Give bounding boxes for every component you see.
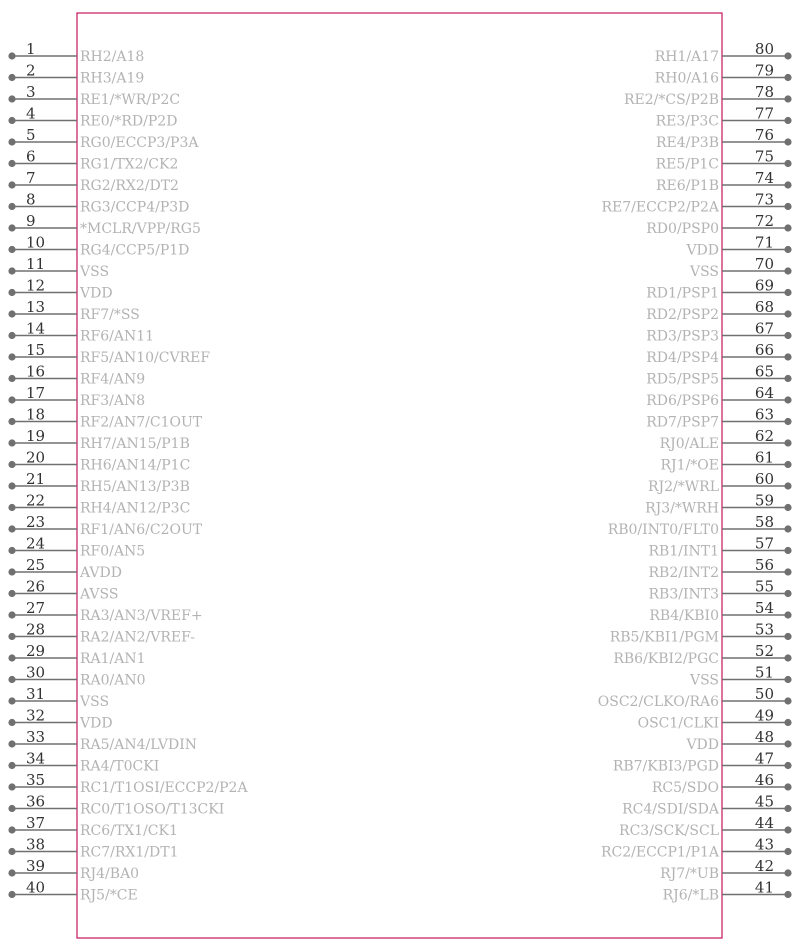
pin-name: RF3/AN8: [80, 393, 146, 409]
pin-end-dot: [784, 547, 791, 554]
pin-number: 1: [26, 40, 36, 58]
pin-number: 67: [754, 319, 774, 338]
pin-end-dot: [784, 891, 791, 898]
pin-end-dot: [784, 74, 791, 81]
pin-end-dot: [8, 611, 15, 618]
pin-number: 58: [754, 513, 774, 531]
pin-end-dot: [8, 418, 15, 425]
pin-number: 5: [26, 126, 36, 144]
pin-name: VDD: [686, 242, 719, 259]
pin-name: RF4/AN9: [80, 371, 146, 388]
pin-name: RD1/PSP1: [646, 285, 719, 302]
pin-name: RB1/INT1: [648, 543, 719, 560]
pin-end-dot: [784, 439, 791, 446]
pin-number: 38: [26, 835, 46, 854]
pin-name: RD3/PSP3: [646, 328, 719, 345]
pin-name: RC5/SDO: [651, 780, 719, 796]
pin-number: 63: [754, 405, 774, 424]
pin-name: RJ3/*WRH: [645, 500, 719, 517]
pin-number: 77: [754, 104, 774, 123]
pin-end-dot: [784, 805, 791, 812]
pin-end-dot: [784, 504, 791, 511]
pin-number: 20: [26, 448, 46, 467]
pin-name: RE1/*WR/P2C: [80, 92, 181, 108]
pin-number: 37: [26, 814, 46, 832]
pin-name: RB5/KBI1/PGM: [609, 629, 719, 646]
pin-end-dot: [8, 848, 15, 855]
pin-5: [8, 126, 199, 151]
pin-end-dot: [8, 74, 15, 81]
pin-number: 18: [26, 405, 46, 424]
pin-end-dot: [8, 52, 15, 59]
pin-end-dot: [8, 246, 15, 253]
pin-end-dot: [8, 826, 15, 833]
pin-number: 55: [754, 577, 774, 596]
pin-number: 2: [26, 61, 36, 80]
pin-name: OSC1/CLKI: [637, 715, 719, 732]
pin-name: RC2/ECCP1/P1A: [600, 844, 719, 861]
pin-name: RB2/INT2: [648, 565, 719, 581]
pin-name: RC3/SCK/SCL: [619, 823, 719, 839]
pin-name: RG4/CCP5/P1D: [80, 242, 190, 259]
pin-number: 32: [26, 706, 46, 725]
pin-name: RD7/PSP7: [646, 414, 719, 431]
pin-end-dot: [8, 203, 15, 210]
pin-number: 40: [26, 878, 46, 897]
pin-end-dot: [8, 504, 15, 511]
pin-number: 64: [754, 384, 774, 402]
pin-number: 47: [754, 749, 774, 768]
pin-number: 43: [754, 835, 774, 854]
pin-end-dot: [8, 181, 15, 188]
pin-end-dot: [784, 224, 791, 231]
pin-end-dot: [784, 848, 791, 855]
pin-end-dot: [784, 633, 791, 640]
pin-name: RF6/AN11: [80, 328, 155, 345]
pin-name: RH6/AN14/P1C: [80, 457, 191, 474]
pin-70: [689, 255, 792, 280]
pin-number: 36: [26, 792, 46, 811]
pin-end-dot: [784, 783, 791, 790]
pin-name: RH1/A17: [654, 49, 719, 65]
pin-number: 70: [754, 255, 774, 273]
pin-name: RA3/AN3/VREF+: [80, 608, 203, 624]
pin-number: 19: [26, 427, 46, 445]
pin-number: 78: [754, 83, 774, 101]
pin-name: RJ2/*WRL: [647, 479, 719, 495]
pin-end-dot: [784, 568, 791, 575]
pin-number: 13: [26, 298, 46, 316]
pin-number: 27: [26, 599, 46, 617]
pin-40: [8, 879, 137, 904]
pin-number: 75: [754, 147, 774, 166]
pin-name: VSS: [80, 694, 110, 710]
pin-name: RE7/ECCP2/P2A: [601, 199, 719, 216]
pin-end-dot: [784, 826, 791, 833]
pin-number: 29: [26, 642, 46, 660]
pin-number: 6: [26, 147, 36, 166]
pin-name: RD2/PSP2: [646, 307, 719, 323]
pin-end-dot: [784, 375, 791, 382]
pin-name: RJ4/BA0: [80, 866, 140, 882]
pin-name: RE3/P3C: [655, 113, 719, 130]
pin-name: RB3/INT3: [648, 586, 719, 603]
pin-name: VSS: [80, 264, 110, 280]
pin-end-dot: [784, 332, 791, 339]
pin-name: RB7/KBI3/PGD: [612, 758, 719, 775]
pin-name: VSS: [689, 672, 719, 689]
pin-number: 15: [26, 341, 46, 359]
pin-name: RA0/AN0: [80, 672, 146, 689]
pin-end-dot: [784, 267, 791, 274]
right-pin-group: [598, 40, 792, 904]
pin-end-dot: [8, 267, 15, 274]
pin-number: 31: [26, 685, 46, 703]
pin-number: 24: [26, 534, 46, 553]
pin-number: 7: [26, 169, 36, 187]
pin-number: 79: [754, 61, 774, 80]
pin-end-dot: [8, 633, 15, 640]
pin-number: 59: [754, 491, 774, 510]
pin-number: 73: [754, 190, 774, 209]
pin-name: RJ5/*CE: [80, 887, 138, 904]
pin-number: 22: [26, 491, 46, 510]
pin-number: 10: [26, 233, 46, 252]
pin-name: RC6/TX1/CK1: [80, 823, 178, 839]
pin-end-dot: [8, 375, 15, 382]
pin-number: 3: [26, 83, 36, 101]
pin-name: RF2/AN7/C1OUT: [80, 414, 203, 431]
pin-name: RH3/A19: [80, 70, 145, 87]
pin-number: 42: [754, 857, 774, 875]
pin-name: RH2/A18: [80, 49, 145, 65]
pin-name: RB0/INT0/FLT0: [607, 522, 719, 538]
pin-end-dot: [784, 740, 791, 747]
pin-end-dot: [8, 654, 15, 661]
pin-number: 52: [754, 642, 774, 660]
pin-name: RB6/KBI2/PGC: [613, 651, 719, 667]
pin-name: RH0/A16: [654, 70, 719, 87]
pin-name: RJ7/*UB: [660, 866, 719, 882]
pin-number: 68: [754, 298, 774, 316]
pin-end-dot: [784, 719, 791, 726]
pin-end-dot: [784, 138, 791, 145]
pin-end-dot: [8, 117, 15, 124]
pin-name: RG2/RX2/DT2: [80, 178, 179, 194]
pin-number: 11: [26, 255, 46, 273]
pin-name: VDD: [686, 737, 719, 753]
pin-name: RA2/AN2/VREF-: [80, 629, 195, 646]
pin-number: 76: [754, 126, 774, 144]
pin-end-dot: [8, 461, 15, 468]
pin-number: 69: [754, 276, 774, 295]
pin-number: 80: [754, 40, 774, 58]
pin-number: 72: [754, 212, 774, 230]
pin-name: VDD: [80, 285, 113, 302]
pin-end-dot: [784, 353, 791, 360]
ic-body: [77, 13, 722, 938]
pin-end-dot: [784, 289, 791, 296]
pin-end-dot: [8, 224, 15, 231]
pin-name: RE5/P1C: [655, 156, 719, 173]
pin-name: RJ1/*OE: [660, 457, 719, 474]
pin-end-dot: [784, 160, 791, 167]
pin-end-dot: [8, 891, 15, 898]
pin-name: RG0/ECCP3/P3A: [80, 135, 199, 151]
pin-number: 30: [26, 663, 46, 682]
pin-name: RC7/RX1/DT1: [80, 844, 179, 861]
pin-number: 51: [754, 663, 774, 682]
pin-number: 4: [26, 104, 36, 123]
pin-end-dot: [8, 353, 15, 360]
pin-number: 25: [26, 556, 46, 574]
pin-end-dot: [8, 719, 15, 726]
pin-end-dot: [8, 676, 15, 683]
pin-32: [8, 707, 112, 732]
pin-name: RH4/AN12/P3C: [80, 500, 191, 517]
pin-end-dot: [8, 396, 15, 403]
pin-number: 41: [754, 878, 774, 897]
pin-name: RJ6/*LB: [662, 887, 719, 904]
pin-end-dot: [784, 117, 791, 124]
pin-name: RB4/KBI0: [649, 608, 719, 624]
pin-31: [8, 685, 109, 710]
pin-end-dot: [8, 805, 15, 812]
left-pin-group: [8, 40, 248, 904]
pin-name: RA5/AN4/LVDIN: [80, 737, 198, 753]
pin-end-dot: [8, 332, 15, 339]
pin-name: VSS: [689, 264, 719, 280]
pin-name: RG3/CCP4/P3D: [80, 199, 190, 216]
pin-end-dot: [784, 482, 791, 489]
pin-name: RG1/TX2/CK2: [80, 156, 179, 173]
pin-end-dot: [8, 869, 15, 876]
pin-number: 28: [26, 620, 46, 639]
pin-48: [685, 728, 791, 753]
pin-number: 71: [754, 233, 774, 252]
pin-end-dot: [784, 203, 791, 210]
pin-number: 39: [26, 857, 46, 875]
pin-end-dot: [784, 654, 791, 661]
pin-11: [8, 255, 109, 280]
pin-number: 21: [26, 470, 46, 488]
pin-name: VDD: [80, 715, 113, 732]
pin-end-dot: [784, 396, 791, 403]
pin-number: 34: [26, 749, 46, 768]
pin-name: RC0/T1OSO/T13CKI: [80, 801, 225, 818]
pin-end-dot: [784, 525, 791, 532]
pin-end-dot: [8, 160, 15, 167]
pin-name: OSC2/CLKO/RA6: [597, 694, 719, 710]
pin-71: [685, 234, 791, 259]
pin-number: 54: [754, 599, 774, 617]
pin-number: 49: [754, 706, 774, 725]
pin-number: 53: [754, 620, 774, 639]
pin-end-dot: [8, 439, 15, 446]
pin-12: [8, 277, 112, 302]
pin-end-dot: [8, 547, 15, 554]
pin-number: 74: [754, 169, 774, 187]
pin-name: RD6/PSP6: [646, 393, 719, 409]
pin-end-dot: [784, 95, 791, 102]
pin-name: RD5/PSP5: [646, 371, 719, 388]
pin-number: 44: [754, 814, 774, 832]
pin-end-dot: [784, 697, 791, 704]
pin-name: *MCLR/VPP/RG5: [80, 221, 201, 237]
pin-number: 9: [26, 212, 36, 230]
pin-end-dot: [8, 740, 15, 747]
pin-end-dot: [784, 310, 791, 317]
pin-number: 61: [754, 448, 774, 467]
pin-26: [8, 578, 118, 603]
pin-end-dot: [8, 482, 15, 489]
pin-end-dot: [784, 461, 791, 468]
pin-number: 50: [754, 685, 774, 703]
pin-number: 65: [754, 362, 774, 381]
pin-number: 14: [26, 319, 46, 338]
pin-end-dot: [8, 138, 15, 145]
pin-number: 12: [26, 276, 46, 295]
pin-name: RE6/P1B: [656, 178, 719, 194]
pin-name: RA4/T0CKI: [80, 758, 160, 775]
pin-number: 46: [754, 771, 774, 789]
pin-end-dot: [784, 762, 791, 769]
pin-number: 56: [754, 556, 774, 574]
pin-name: RA1/AN1: [80, 651, 146, 667]
pin-end-dot: [8, 95, 15, 102]
pin-name: RF0/AN5: [80, 543, 146, 560]
pin-name: RE4/P3B: [656, 135, 719, 151]
pin-name: RC4/SDI/SDA: [622, 801, 719, 818]
pin-name: AVDD: [80, 565, 122, 581]
pin-number: 35: [26, 771, 46, 789]
pin-41: [663, 879, 792, 904]
pin-number: 16: [26, 362, 46, 381]
pin-name: RF5/AN10/CVREF: [80, 350, 211, 366]
pin-number: 45: [754, 792, 774, 811]
pin-end-dot: [8, 762, 15, 769]
pin-name: RH5/AN13/P3B: [80, 479, 190, 495]
pin-number: 26: [26, 577, 46, 596]
pin-number: 17: [26, 384, 46, 402]
pin-name: RE0/*RD/P2D: [80, 113, 178, 130]
pin-number: 57: [754, 534, 774, 553]
pin-end-dot: [8, 310, 15, 317]
pin-end-dot: [8, 697, 15, 704]
pin-end-dot: [784, 676, 791, 683]
pin-end-dot: [784, 590, 791, 597]
pin-name: RD0/PSP0: [646, 221, 719, 237]
pin-number: 23: [26, 513, 46, 531]
pin-name: RC1/T1OSI/ECCP2/P2A: [80, 780, 248, 796]
pin-end-dot: [8, 783, 15, 790]
pin-end-dot: [8, 590, 15, 597]
pin-number: 60: [754, 470, 774, 488]
pin-number: 8: [26, 190, 36, 209]
pin-end-dot: [784, 181, 791, 188]
pin-name: RH7/AN15/P1B: [80, 436, 190, 452]
pin-end-dot: [784, 611, 791, 618]
pin-end-dot: [784, 246, 791, 253]
pin-end-dot: [784, 418, 791, 425]
pin-number: 66: [754, 341, 774, 359]
pin-number: 33: [26, 728, 46, 746]
pin-name: RF1/AN6/C2OUT: [80, 522, 203, 538]
pin-name: RF7/*SS: [80, 307, 140, 323]
pin-end-dot: [784, 869, 791, 876]
pin-number: 48: [754, 728, 774, 746]
pin-51: [689, 664, 792, 689]
pin-end-dot: [8, 568, 15, 575]
pin-number: 62: [754, 427, 774, 445]
pin-end-dot: [784, 52, 791, 59]
pin-name: AVSS: [80, 586, 119, 603]
pin-end-dot: [8, 289, 15, 296]
pin-name: RJ0/ALE: [659, 436, 719, 452]
pin-name: RD4/PSP4: [646, 350, 719, 366]
pin-end-dot: [8, 525, 15, 532]
pin-name: RE2/*CS/P2B: [623, 92, 719, 108]
